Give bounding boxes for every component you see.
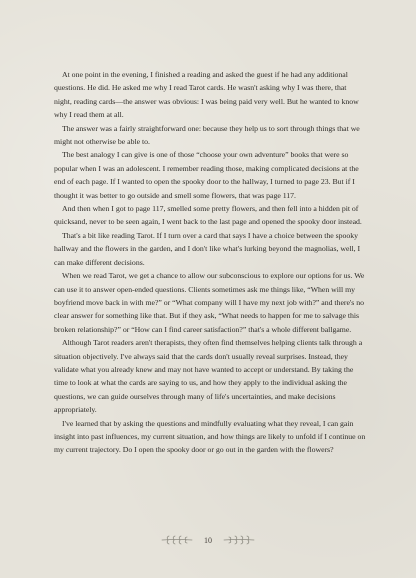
page-number: 10 xyxy=(204,535,212,545)
paragraph-2: The answer was a fairly straightforward one: because they help us to sort through things that we might not otherwise be able to. xyxy=(54,123,360,147)
paragraph-5: That's a bit like reading Tarot. If I turn over a card that says I have a choice between the spooky hallway and the flowers in the garden, and I don't like what's lurking beyond the magnolias, well, I can make different decisions. xyxy=(54,230,361,267)
sprig-right-icon xyxy=(222,534,256,546)
page-body xyxy=(54,68,366,457)
paragraph-6: When we read Tarot, we get a chance to allow our subconscious to explore our options for us. We can use it to answer open-ended questions. Clients sometimes ask me things like, “When will my boyfriend move back in with me?” or “What company will I have my next job with?” and there's no clear answer for something like that. But if they ask, “What needs to happen for me to salvage this broken relationship?” or “How can I find career satisfaction?” that's a whole different ballgame. xyxy=(54,271,365,334)
sprig-left-icon xyxy=(160,534,194,546)
page-footer xyxy=(0,530,416,550)
paragraph-7: Although Tarot readers aren't therapists, they often find themselves helping clients talk through a situation objectively. I've always said that the cards don't usually reveal surprises. Instead, they validate what you already knew and may not have wanted to accept or understand. By taking the time to look at what the cards are saying to us, and how they apply to the individual asking the questions, we can guide ourselves through many of life's uncertainties, and make decisions appropriately. xyxy=(54,338,363,415)
paragraph-1: At one point in the evening, I finished a reading and asked the guest if he had any additional questions. He did. He asked me why I read Tarot cards. He wasn't asking why I was there, that night, reading cards—the answer was obvious: I was being paid very well. But he wanted to know why I read them at all. xyxy=(54,70,359,120)
paragraph-8: I've learned that by asking the questions and mindfully evaluating what they reveal, I can gain insight into past influences, my current situation, and how things are likely to unfold if I continue on my current trajectory. Do I open the spooky door or go out in the garden with the flowers? xyxy=(54,418,366,455)
paragraph-3: The best analogy I can give is one of those “choose your own adventure” books that were so popular when I was an adolescent. I remember reading those, making complicated decisions at the end of each page. If I wanted to open the spooky door to the hallway, I turned to page 23. But if I thought it was better to go outside and smell some flowers, that was page 117. xyxy=(54,150,359,200)
paragraph-4: And then when I got to page 117, smelled some pretty flowers, and then fell into a hidden pit of quicksand, never to be seen again, I went back to the last page and opened the spooky door instead. xyxy=(54,204,362,227)
